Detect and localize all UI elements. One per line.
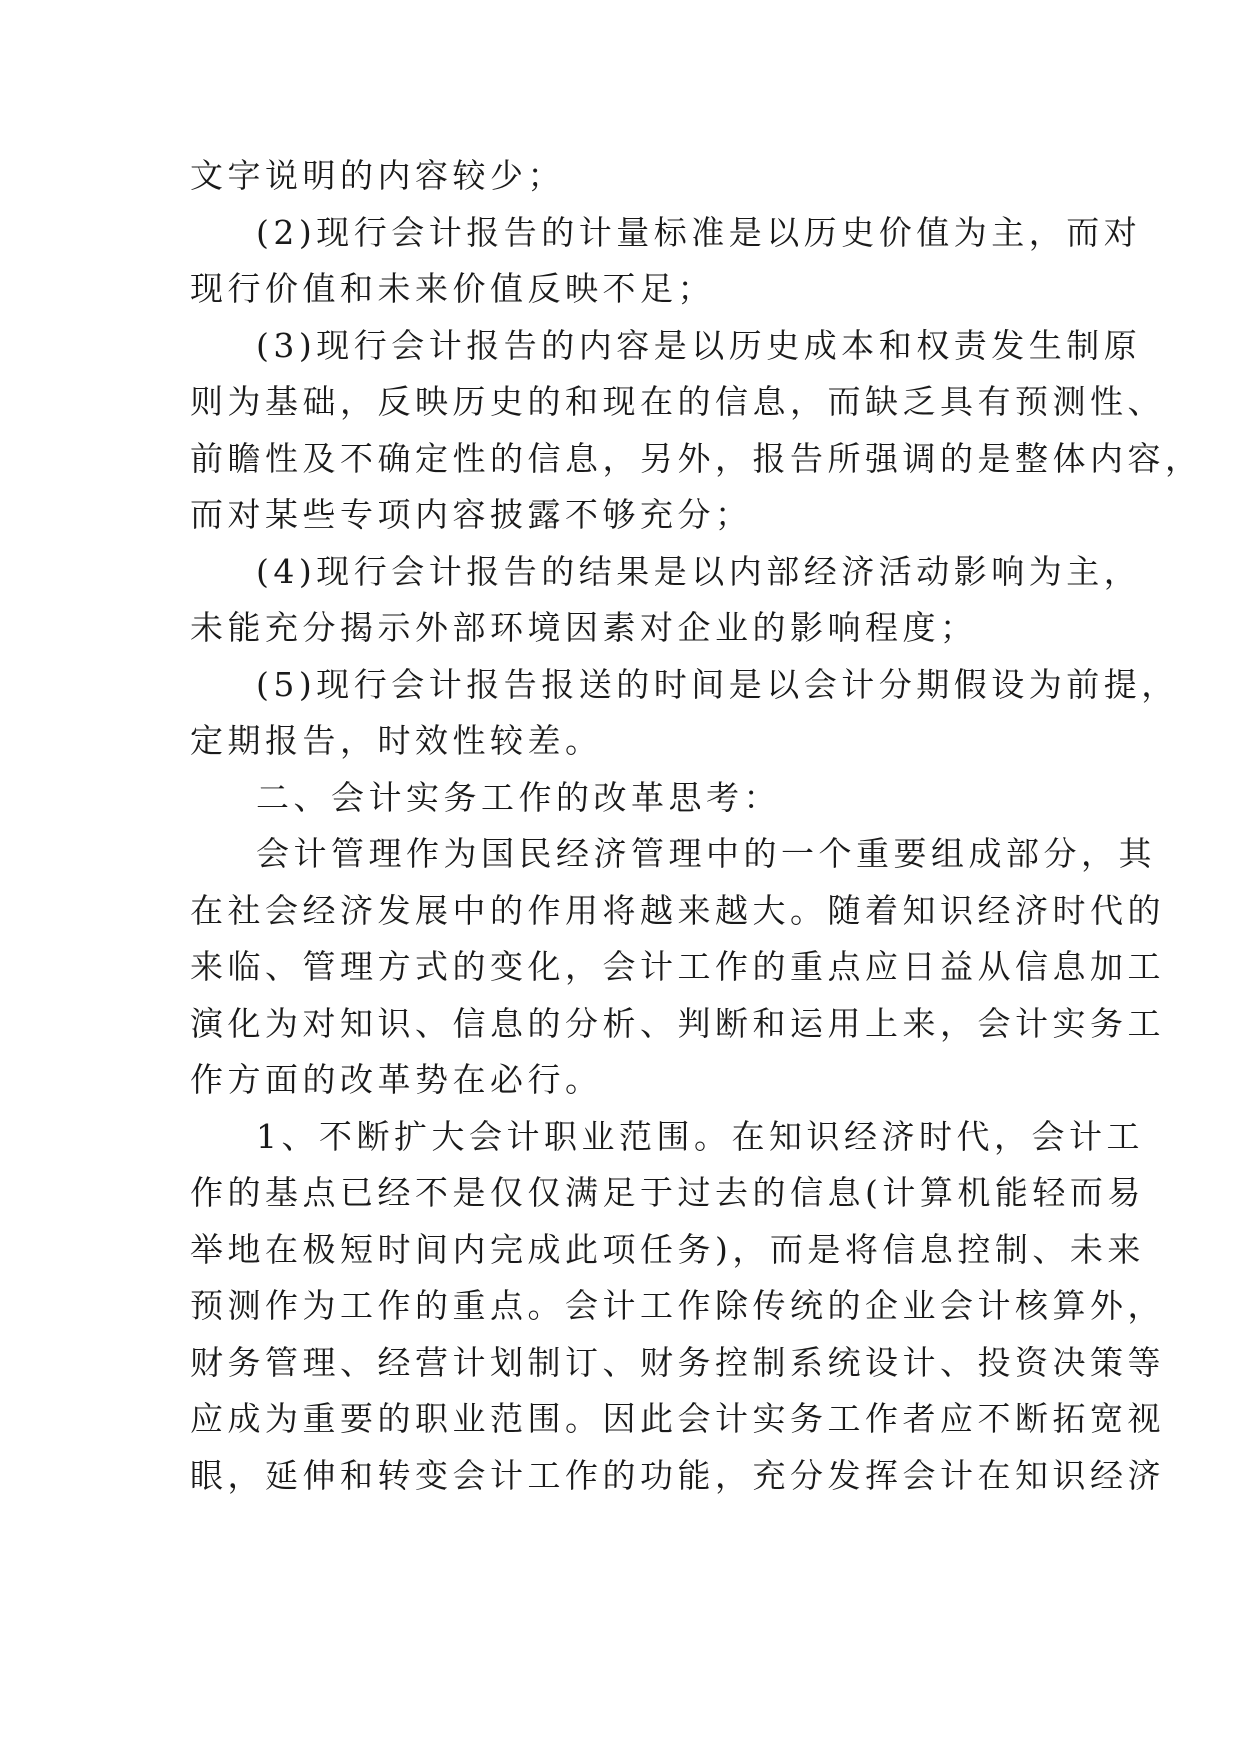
- text-line: 而对某些专项内容披露不够充分；: [190, 495, 753, 534]
- text-line: 预测作为工作的重点。会计工作除传统的企业会计核算外，: [190, 1286, 1165, 1325]
- section-heading: 二、会计实务工作的改革思考：: [256, 778, 781, 817]
- text-line: 在社会经济发展中的作用将越来越大。随着知识经济时代的: [190, 891, 1165, 930]
- text-line: 眼，延伸和转变会计工作的功能，充分发挥会计在知识经济: [190, 1456, 1165, 1495]
- text-line: 应成为重要的职业范围。因此会计实务工作者应不断拓宽视: [190, 1399, 1165, 1438]
- text-line: 作的基点已经不是仅仅满足于过去的信息(计算机能轻而易: [190, 1173, 1145, 1212]
- text-line: 文字说明的内容较少；: [190, 156, 565, 195]
- text-line: 现行价值和未来价值反映不足；: [190, 269, 715, 308]
- text-line: 财务管理、经营计划制订、财务控制系统设计、投资决策等: [190, 1343, 1165, 1382]
- text-line: (4)现行会计报告的结果是以内部经济活动影响为主，: [256, 552, 1142, 591]
- text-line: (5)现行会计报告报送的时间是以会计分期假设为前提，: [256, 665, 1179, 704]
- text-line: 演化为对知识、信息的分析、判断和运用上来，会计实务工: [190, 1004, 1165, 1043]
- text-line: 来临、管理方式的变化，会计工作的重点应日益从信息加工: [190, 947, 1165, 986]
- text-line: 举地在极短时间内完成此项任务)，而是将信息控制、未来: [190, 1230, 1145, 1269]
- text-line: 前瞻性及不确定性的信息，另外，报告所强调的是整体内容，: [190, 439, 1203, 478]
- text-line: (2)现行会计报告的计量标准是以历史价值为主，而对: [256, 213, 1142, 252]
- text-line: 则为基础，反映历史的和现在的信息，而缺乏具有预测性、: [190, 382, 1165, 421]
- text-line: 会计管理作为国民经济管理中的一个重要组成部分，其: [256, 834, 1156, 873]
- text-line: (3)现行会计报告的内容是以历史成本和权责发生制原: [256, 326, 1142, 365]
- text-line: 1、不断扩大会计职业范围。在知识经济时代，会计工: [256, 1117, 1144, 1156]
- text-line: 未能充分揭示外部环境因素对企业的影响程度；: [190, 608, 978, 647]
- text-line: 定期报告，时效性较差。: [190, 721, 603, 760]
- text-line: 作方面的改革势在必行。: [190, 1060, 603, 1099]
